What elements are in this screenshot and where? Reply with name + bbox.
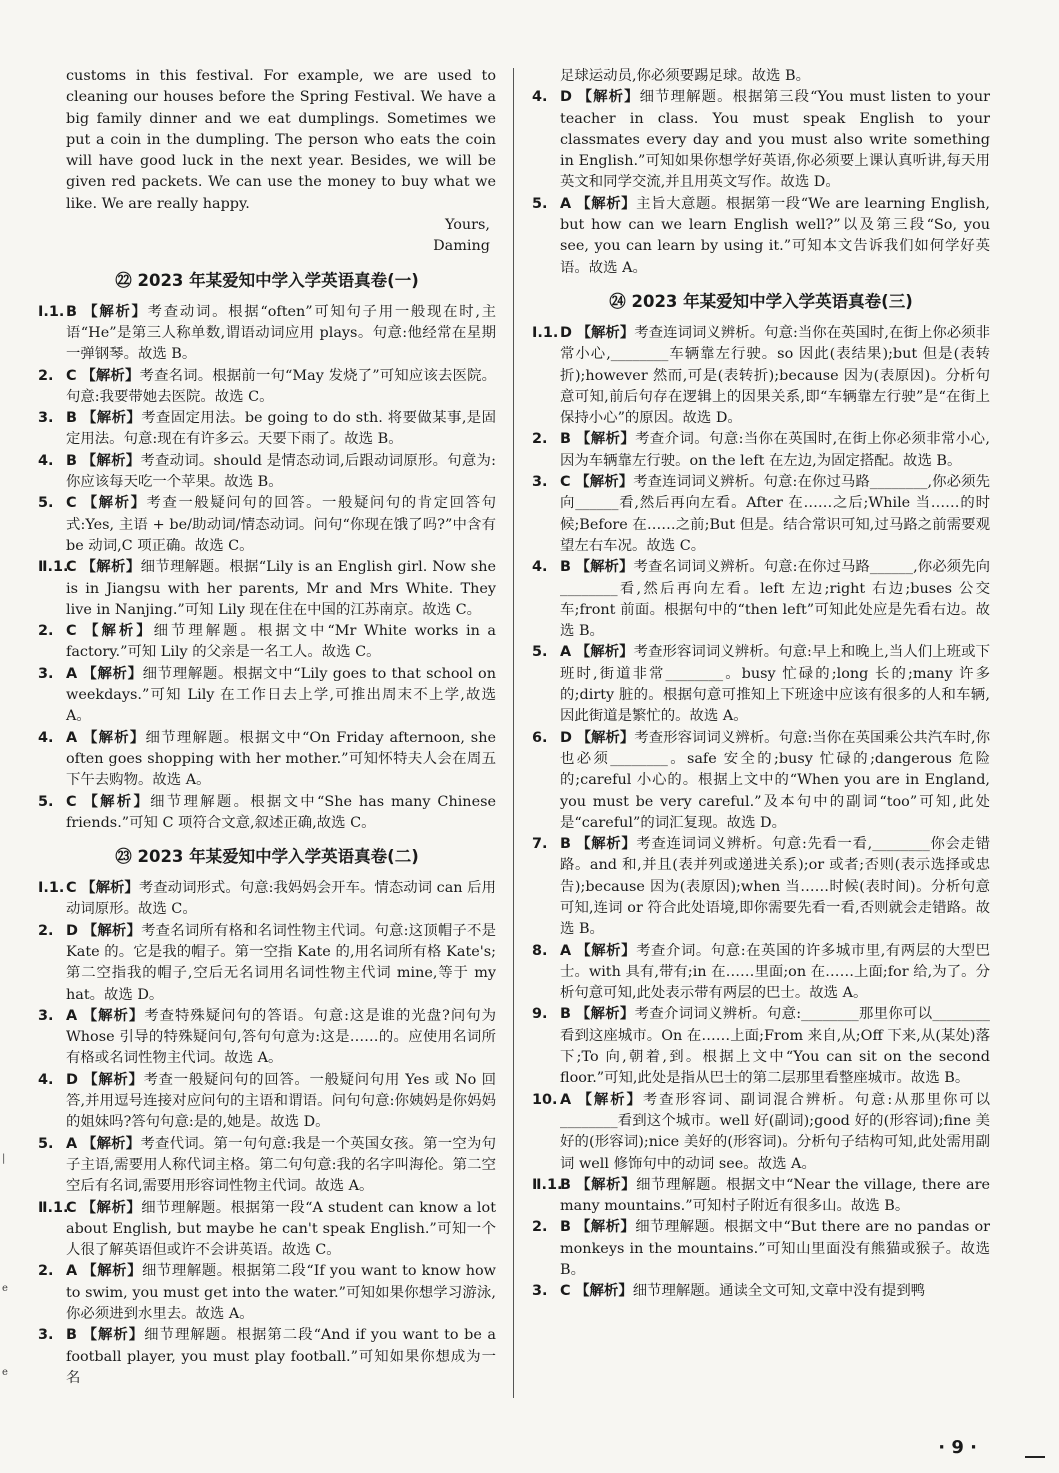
answer-item: [38, 366, 496, 409]
analysis-text: 考查一般疑问句的回答。一般疑问句的肯定回答句式:Yes, 主语 + be/助动词/情态动词。问句“你现在饿了吗?”中含有 be 动词,C 项正确。故选 C。: [66, 495, 496, 554]
answer-letter: C: [66, 623, 77, 640]
answer-list-1: [38, 302, 496, 834]
analysis-text: 考查名词所有格和名词性物主代词。句意:这顶帽子不是 Kate 的。它是我的帽子。第一空指 Kate 的,用名词所有格 Kate's;第二空指我的帽子,空后无名词用名词性物主代词 mine,等于 my hat。故选 D。: [66, 922, 496, 1003]
answer-number: 10.: [532, 1091, 558, 1108]
left-column: [38, 66, 496, 1389]
analysis-tag: 【解析】: [81, 367, 140, 384]
analysis-tag: 【解析】: [81, 559, 141, 576]
answer-letter: B: [560, 1176, 571, 1193]
analysis-text: 考查名词词义辨析。句意:在你过马路______,你必须先向________看,然后再向左看。left 左边;right 右边;buses 公交车;front 前面。根据句中的“then left”可知此处应是先看右边。故选 B。: [560, 559, 990, 640]
answer-number: Ⅱ.1.: [38, 1199, 69, 1216]
answer-letter: A: [560, 1091, 572, 1108]
answer-letter: B: [66, 303, 77, 320]
analysis-text: 考查介词。句意:当你在英国时,在街上你必须非常小心,因为车辆靠左行驶。on the left 在左边,为固定搭配。故选 B。: [560, 431, 991, 469]
analysis-tag: 【解析】: [82, 1263, 143, 1280]
answer-item: [38, 1134, 496, 1198]
analysis-tag: 【解析】: [575, 431, 636, 448]
analysis-tag: 【解析】: [83, 303, 148, 320]
answer-item: [532, 941, 990, 1005]
letter-closing: Yours,: [444, 217, 490, 234]
answer-letter: B: [66, 1327, 77, 1344]
analysis-tag: 【解析】: [81, 1199, 142, 1216]
section-title-3: ㉔ 2023 年某爱知中学入学英语真卷(三): [609, 291, 913, 311]
analysis-text: 细节理解题。根据第三段“You must listen to your teacher in class. You must speak English to your classmates every day and you must also write something in English.”可知如果你想学好英语,你必须要上课认真听讲,每天用英文和同学交流,并且用英文写作。故选 D。: [560, 89, 990, 191]
corner-mark: [1025, 1456, 1045, 1458]
analysis-text: 考查一般疑问句的回答。一般疑问句用 Yes 或 No 回答,并用逗号连接对应问句的主语和谓语。问句句意:你姨妈是你妈妈的姐妹吗?答句句意:是的,她是。故选 D。: [66, 1071, 496, 1131]
answer-letter: D: [560, 324, 572, 341]
answer-letter: C: [560, 474, 571, 491]
answer-letter: A: [66, 665, 78, 682]
answer-item: [38, 1325, 496, 1389]
analysis-text: 考查介词词义辨析。句意:________那里你可以________看到这座城市。On 在……上面;From 来自,从;Off 下来,从(某处)落下;To 向,朝着,到。根据上文中“You can sit on the second floor.”可知,此处是指从巴士的第二层那里看整座城市。故选 B。: [560, 1006, 990, 1087]
analysis-text: 考查动词形式。句意:我妈妈会开车。情态动词 can 后用动词原形。故选 C。: [66, 880, 496, 918]
analysis-text: 细节理解题。根据第一段“A student can know a lot about English, but maybe he can't speak English.”可知一个人很了解英语但或许不会讲英语。故选 C。: [66, 1199, 496, 1259]
analysis-text: 细节理解题。根据文中“But there are no pandas or monkeys in the mountains.”可知山里面没有熊猫或猴子。故选 B。: [560, 1219, 990, 1279]
answer-letter: A: [66, 1007, 78, 1024]
analysis-text: 考查连词词义辨析。句意:当你在英国时,在街上你必须非常小心,________车辆靠左行驶。so 因此(表结果);but 但是(表转折);however 然而,可是(表转折);because 因为(表原因)。分析句意可知,前后句存在逻辑上的因果关系,即“车辆靠左行驶”是“在街上保持小心”的原因。故选 D。: [560, 324, 990, 427]
answer-number: Ⅰ.1.: [38, 880, 65, 897]
analysis-tag: 【解析】: [575, 1006, 635, 1023]
right-column: [532, 66, 990, 1303]
edge-mark: e: [2, 1367, 8, 1378]
answer-list-3: [532, 323, 990, 1303]
analysis-tag: 【解析】: [81, 880, 139, 897]
analysis-tag: 【解析】: [576, 836, 637, 853]
answer-number: 4.: [38, 452, 54, 469]
answer-item: [38, 792, 496, 835]
edge-mark: e: [2, 1283, 8, 1294]
analysis-text: 考查名词。根据前一句“May 发烧了”可知应该去医院。句意:我要带她去医院。故选 C。: [66, 367, 497, 405]
answer-number: 3.: [38, 410, 54, 427]
answer-item: [532, 323, 990, 429]
answer-number: 3.: [532, 474, 548, 491]
answer-letter: D: [66, 1071, 78, 1088]
answer-number: 6.: [532, 729, 548, 746]
answer-number: Ⅰ.1.: [38, 303, 65, 320]
analysis-text: 考查形容词、副词混合辨析。句意:从那里你可以________看到这个城市。well 好(副词);good 好的(形容词);fine 美好的(形容词);nice 美好的(形容词)。分析句子结构可知,此处需用副词 well 修饰句中的动词 see。故选 A。: [560, 1091, 990, 1172]
analysis-text: 考查介词。句意:在英国的许多城市里,有两层的大型巴士。with 具有,带有;in 在……里面;on 在……上面;for 给,为了。分析句意可知,此处表示带有两层的巴士。故选 A。: [560, 942, 990, 1002]
analysis-tag: 【解析】: [577, 1091, 643, 1108]
answer-letter: C: [560, 1283, 571, 1300]
answer-number: 2.: [532, 1219, 548, 1236]
analysis-text: 考查连词词义辨析。句意:在你过马路________,你必须先向______看,然后再向左看。After 在……之后;While 当……的时候;Before 在……之前;But 但是。结合常识可知,过马路之前需要观望左右车况。故选 C。: [560, 474, 990, 554]
answer-number: 4.: [38, 1071, 54, 1088]
answer-number: 2.: [532, 431, 548, 448]
analysis-tag: 【解析】: [82, 1327, 145, 1344]
analysis-tag: 【解析】: [84, 623, 154, 640]
answer-letter: C: [66, 367, 77, 384]
answer-number: 2.: [38, 1263, 54, 1280]
analysis-text: 考查代词。第一句句意:我是一个英国女孩。第一空为句子主语,需要用人称代词主格。第二句句意:我的名字叫海伦。第二空空后有名词,需要用形容词性物主代词。故选 A。: [66, 1135, 497, 1195]
answer-item: [38, 1006, 496, 1070]
analysis-text: 考查形容词词义辨析。句意:早上和晚上,当人们上班或下班时,街道非常________。busy 忙碌的;long 长的;many 许多的;dirty 脏的。根据句意可推知上下班途中应该有很多的人和车辆,因此街道是繁忙的。故选 A。: [560, 644, 990, 725]
analysis-tag: 【解析】: [576, 195, 637, 212]
analysis-tag: 【解析】: [82, 1007, 145, 1024]
answer-item: [38, 408, 496, 451]
answer-letter: B: [560, 431, 571, 448]
analysis-tag: 【解析】: [82, 922, 142, 939]
answer-letter: C: [66, 1199, 77, 1216]
answer-number: Ⅱ.1.: [532, 1176, 563, 1193]
analysis-tag: 【解析】: [577, 89, 640, 106]
answer-number: 4.: [38, 729, 54, 746]
answer-number: 3.: [38, 1007, 54, 1024]
answer-list-2: [38, 878, 496, 1389]
analysis-tag: 【解析】: [576, 942, 637, 959]
analysis-text: 考查动词。根据“often”可知句子用一般现在时,主语“He”是第三人称单数,谓语动词应用 plays。句意:他经常在星期一弹钢琴。故选 B。: [66, 303, 496, 363]
answer-letter: A: [66, 729, 78, 746]
column-divider: [513, 68, 514, 1398]
answer-item: [38, 1261, 496, 1325]
answer-letter: C: [66, 559, 77, 576]
answer-item: [38, 1070, 496, 1134]
answer-number: 4.: [532, 89, 548, 106]
analysis-tag: 【解析】: [83, 793, 151, 810]
analysis-tag: 【解析】: [81, 410, 142, 427]
answer-number: 7.: [532, 836, 548, 853]
answer-list-continued: [532, 87, 990, 279]
analysis-tag: 【解析】: [575, 559, 634, 576]
analysis-text: 考查固定用法。be going to do sth. 将要做某事,是固定用法。句意:现在有许多云。天要下雨了。故选 B。: [66, 410, 497, 448]
answer-letter: D: [66, 922, 78, 939]
answer-item: [532, 87, 990, 193]
answer-number: Ⅱ.1.: [38, 559, 69, 576]
answer-item: [38, 302, 496, 366]
analysis-tag: 【解析】: [82, 495, 147, 512]
answer-number: 3.: [532, 1283, 548, 1300]
answer-letter: B: [560, 1006, 571, 1023]
analysis-tag: 【解析】: [82, 665, 143, 682]
answer-item: [532, 472, 990, 557]
analysis-tag: 【解析】: [575, 644, 634, 661]
answer-item: [532, 429, 990, 472]
answer-number: 8.: [532, 942, 548, 959]
answer-item: [38, 621, 496, 664]
answer-item: [532, 557, 990, 642]
answer-number: 5.: [532, 644, 548, 661]
answer-item: [532, 642, 990, 727]
answer-letter: B: [560, 559, 571, 576]
answer-number: 9.: [532, 1006, 548, 1023]
analysis-text: 细节理解题。根据第二段“And if you want to be a football player, you must play football.”可知如果你想成为一名: [66, 1327, 496, 1386]
analysis-text: 考查特殊疑问句的答语。句意:这是谁的光盘?问句为 Whose 引导的特殊疑问句,答句句意为:这是……的。应使用名词所有格或名词性物主代词。故选 A。: [66, 1007, 496, 1067]
answer-number: 2.: [38, 922, 54, 939]
answer-letter: B: [560, 836, 571, 853]
answer-letter: C: [66, 880, 77, 897]
letter-paragraph: customs in this festival. For example, we are used to cleaning our houses before the Spring Festival. We have a big family dinner and we eat dumplings. Sometimes we put a coin in the dumpling. The person who eats the coin will have good luck in the next year. Besides, we will be given red packets. We can use the money to buy what we like. We are really happy.: [66, 68, 496, 212]
answer-number: 5.: [38, 1135, 54, 1152]
letter-signature: Daming: [433, 238, 490, 255]
answer-letter: C: [66, 495, 77, 512]
analysis-tag: 【解析】: [82, 729, 146, 746]
analysis-tag: 【解析】: [575, 1283, 633, 1300]
analysis-text: 细节理解题。根据“Lily is an English girl. Now she is in Jiangsu with her parents, Mr and Mrs White. They live in Nanjing.”可知 Lily 现在住在中国的江苏南京。故选 C。: [66, 559, 496, 618]
answer-item: [532, 194, 990, 279]
answer-letter: C: [66, 793, 77, 810]
answer-item: [532, 834, 990, 940]
answer-item: [532, 728, 990, 834]
edge-mark: |: [2, 1153, 6, 1164]
answer-item: [38, 557, 496, 621]
analysis-tag: 【解析】: [576, 729, 635, 746]
answer-letter: A: [560, 942, 572, 959]
answer-number: 5.: [38, 793, 54, 810]
answer-number: 5.: [532, 195, 548, 212]
analysis-tag: 【解析】: [575, 1219, 636, 1236]
answer-item: [532, 1217, 990, 1281]
answer-number: 5.: [38, 495, 54, 512]
answer-number: Ⅰ.1.: [532, 324, 559, 341]
answer-number: 3.: [38, 665, 54, 682]
section-title-1: ㉒ 2023 年某爱知中学入学英语真卷(一): [115, 270, 419, 290]
answer-number: 3.: [38, 1327, 54, 1344]
analysis-text: 细节理解题。根据第二段“If you want to know how to swim, you must get into the water.”可知如果你想学习游泳,你必须进到水里去。故选 A。: [66, 1263, 496, 1323]
answer-number: 2.: [38, 623, 54, 640]
answer-item: [532, 1090, 990, 1175]
analysis-text: 主旨大意题。根据第一段“We are learning English, but how can we learn English well?”以及第三段“So, you see, you can learn by using it.”可知本文告诉我们如何学好英语。故选 A。: [560, 195, 990, 276]
answer-letter: A: [66, 1263, 78, 1280]
answer-item: [38, 493, 496, 557]
analysis-text: 考查动词。should 是情态动词,后跟动词原形。句意为:你应该每天吃一个苹果。故选 B。: [66, 452, 496, 491]
analysis-tag: 【解析】: [81, 452, 141, 469]
answer-letter: A: [560, 195, 572, 212]
answer-item: [532, 1004, 990, 1089]
answer-letter: B: [560, 1219, 571, 1236]
answer-item: [38, 451, 496, 494]
answer-item: [532, 1175, 990, 1218]
answer-item: [38, 878, 496, 921]
answer-letter: D: [560, 729, 572, 746]
answer-item: [38, 728, 496, 792]
answer-item: [38, 664, 496, 728]
analysis-text: 考查形容词词义辨析。句意:当你在英国乘公共汽车时,你也必须________。safe 安全的;busy 忙碌的;dangerous 危险的;careful 小心的。根据上文中的“When you are in England, you must be very careful.”及本句中的副词“too”可知,此处是“careful”的词汇复现。故选 D。: [560, 729, 990, 831]
analysis-text: 细节理解题。根据文中“Lily goes to that school on weekdays.”可知 Lily 在工作日去上学,可推出周末不上学,故选 A。: [66, 665, 496, 725]
analysis-text: 细节理解题。通读全文可知,文章中没有提到鸭: [632, 1283, 926, 1300]
analysis-text: 考查连词词义辨析。句意:先看一看,________你会走错路。and 和,并且(表并列或递进关系);or 或者;否则(表示选择或忠告);because 因为(表原因);when 当……时候(表时间)。分析句意可知,连词 or 符合此处语境,即你需要先看一看,否则就会走错路。故选 B。: [560, 836, 990, 938]
section-title-2: ㉓ 2023 年某爱知中学入学英语真卷(二): [115, 847, 419, 867]
answer-letter: B: [66, 410, 77, 427]
analysis-tag: 【解析】: [575, 474, 634, 491]
analysis-tag: 【解析】: [83, 1071, 144, 1088]
answer-number: 4.: [532, 559, 548, 576]
answer-letter: B: [66, 452, 77, 469]
answer-item: [38, 1198, 496, 1262]
continued-text: 足球运动员,你必须要踢足球。故选 B。: [560, 68, 810, 84]
answer-letter: A: [560, 644, 572, 661]
analysis-text: 细节理解题。根据文中“Near the village, there are many mountains.”可知村子附近有很多山。故选 B。: [560, 1176, 990, 1215]
analysis-tag: 【解析】: [576, 1176, 637, 1193]
analysis-text: 细节理解题。根据文中“On Friday afternoon, she often goes shopping with her mother.”可知怀特夫人会在周五下午去购物。故选 A。: [66, 729, 496, 789]
analysis-text: 细节理解题。根据文中“Mr White works in a factory.”可知 Lily 的父亲是一名工人。故选 C。: [66, 623, 496, 661]
page-number: · 9 ·: [938, 1437, 977, 1458]
answer-letter: A: [66, 1135, 78, 1152]
answer-item: [532, 1281, 990, 1302]
answer-number: 2.: [38, 367, 54, 384]
answer-item: [38, 921, 496, 1006]
analysis-tag: 【解析】: [81, 1135, 141, 1152]
answer-letter: D: [560, 89, 572, 106]
analysis-tag: 【解析】: [576, 324, 635, 341]
analysis-text: 细节理解题。根据文中“She has many Chinese friends.”可知 C 项符合文意,叙述正确,故选 C。: [66, 793, 496, 831]
